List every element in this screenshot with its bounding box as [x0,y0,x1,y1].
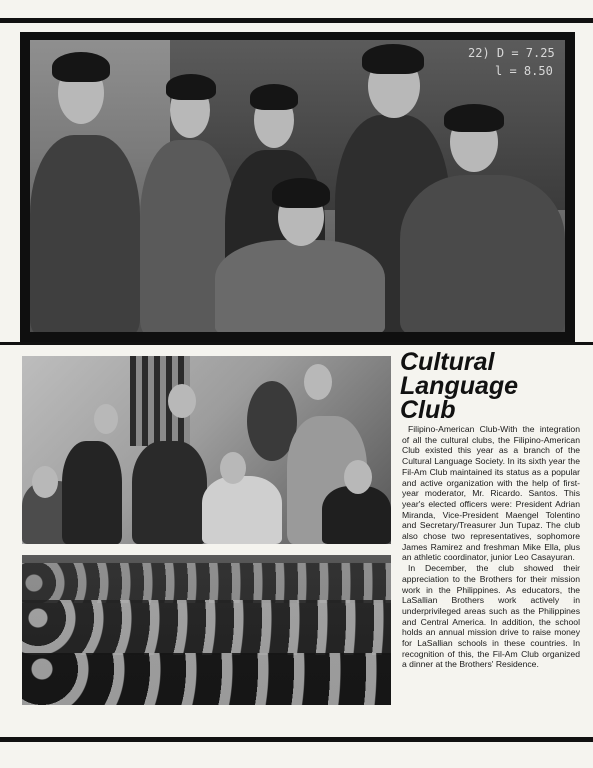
member-face [220,452,246,484]
member-face [344,460,372,494]
article-body [402,424,580,670]
top-rule [0,18,593,23]
crowd-row-front [22,653,391,705]
group-photo-officers [30,40,565,332]
student-hair [272,178,330,208]
member-figure [202,476,282,544]
section-title-line-2: Language [400,372,519,400]
crowd-row-middle [22,600,391,655]
member-face [304,364,332,400]
student-figure-seated [215,240,385,332]
bottom-rule [0,737,593,742]
section-title [400,350,580,422]
student-figure [30,135,140,332]
member-figure [322,486,391,544]
member-face [32,466,58,498]
student-hair [250,84,298,110]
article-paragraph-2: In December, the club showed their appreciation to the Brothers for their mission work in the Philippines. As educators, the LaSallian Brothers work actively in underprivileged areas such as the Philippines and Central America. In addition, the school holds an annual mission drive to raise money for LaSallian schools in these countries. In recognition of this, the Fil-Am Club organized a dinner at the Brothers' Residence. [402,563,580,670]
section-title-line-1: Cultural [400,348,495,376]
member-face [94,404,118,434]
group-photo-brothers-dinner [22,555,391,705]
blackboard-text-2: l = 8.50 [495,64,553,78]
blackboard-text-1: 22) D = 7.25 [468,46,555,60]
section-title-line-3: Club [400,396,456,424]
mid-rule [0,342,593,345]
student-hair [444,104,504,132]
crowd-row-back [22,563,391,603]
student-hair [362,44,424,74]
article-paragraph-1: Filipino-American Club-With the integration of all the cultural clubs, the Filipino-American Club existed this year as a branch of the Cultural Language Society. In its sixth year the Fil-Am Club maintained its status as a popular and active organization with the help of first-year moderator, Mr. Ricardo. Santos. This year's elected officers were: President Adrian Miranda, Vice-President Maengel Tolentino and Secretary/Treasurer Jun Tupaz. The club also chose two representatives, sophomore James Ramirez and freshman Mike Ella, plus an athletic coordinator, junior Leo Casayuran. [402,424,580,563]
student-hair [166,74,216,100]
member-figure [62,441,122,544]
student-figure [400,175,565,332]
student-hair [52,52,110,82]
member-figure [132,441,207,544]
member-face [168,384,196,418]
group-photo-club-members [22,356,391,544]
